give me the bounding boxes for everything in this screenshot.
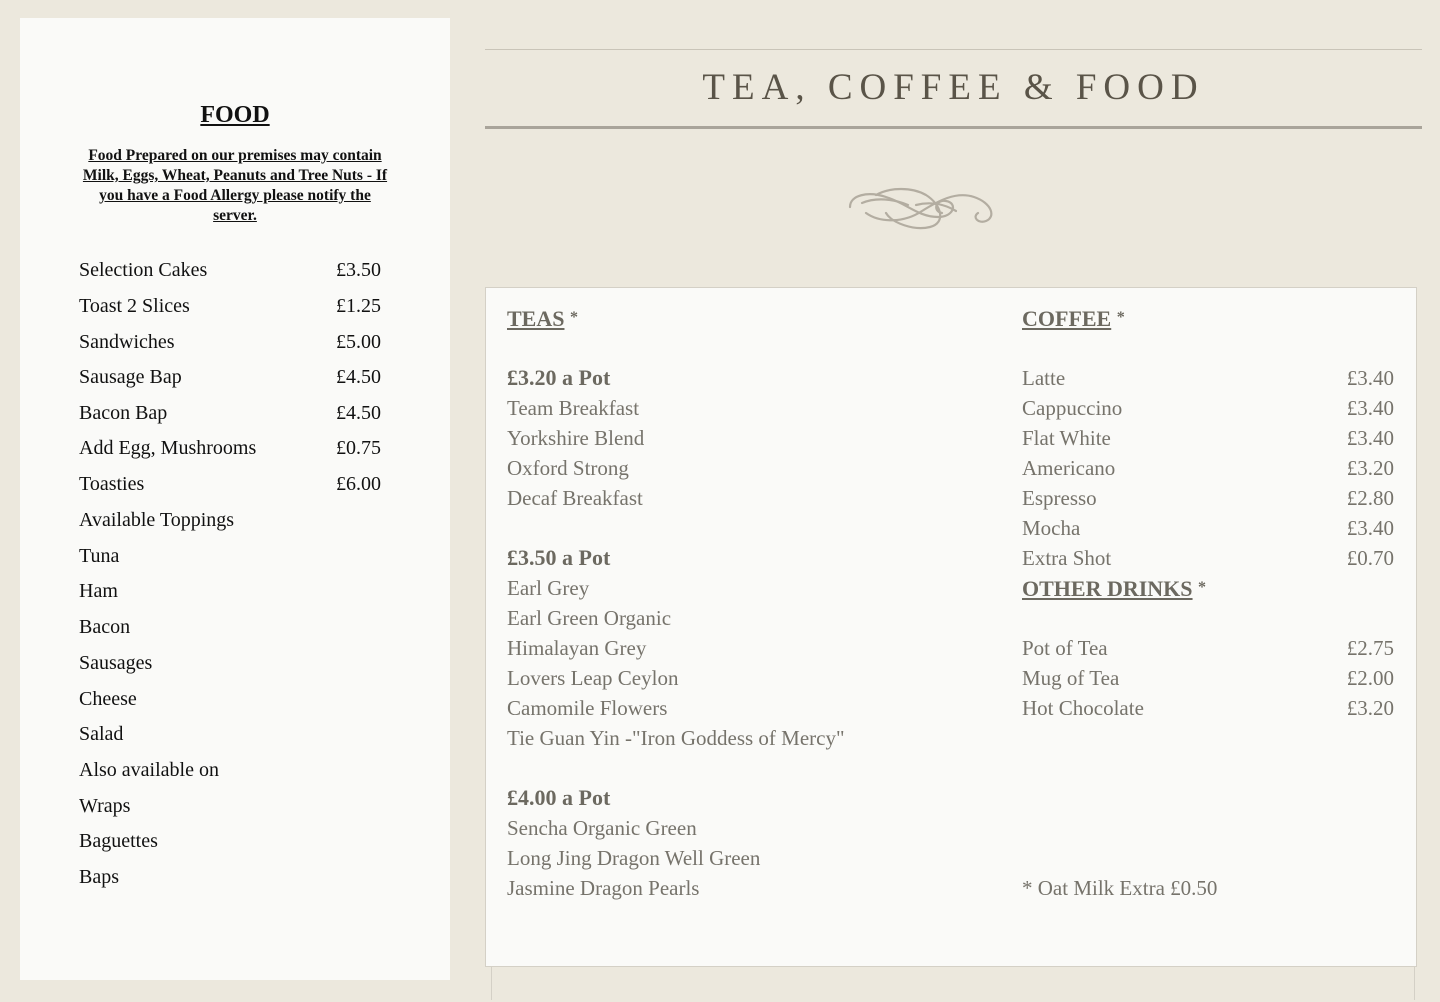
- food-item: Selection Cakes: [79, 259, 208, 281]
- coffee-item: Latte: [1022, 366, 1066, 390]
- tea-item: Tie Guan Yin -"Iron Goddess of Mercy": [507, 726, 845, 750]
- tea-item: Yorkshire Blend: [507, 426, 645, 450]
- food-item: Tuna: [79, 545, 120, 567]
- food-price: £6.00: [336, 473, 381, 495]
- tea-item: Himalayan Grey: [507, 636, 647, 660]
- other-drink-item: Pot of Tea: [1022, 636, 1108, 660]
- coffee-item: Flat White: [1022, 426, 1111, 450]
- food-item: Also available on: [79, 759, 219, 781]
- tea-item: Jasmine Dragon Pearls: [507, 876, 700, 900]
- tea-item: Earl Grey: [507, 576, 590, 600]
- tea-item: Earl Green Organic: [507, 606, 672, 630]
- food-item: Cheese: [79, 688, 137, 710]
- coffee-price: £3.40: [1346, 396, 1394, 420]
- food-item: Sandwiches: [79, 331, 175, 353]
- teas-heading: [507, 303, 578, 333]
- tea-item: Decaf Breakfast: [507, 486, 643, 510]
- header-rule-top: [485, 49, 1422, 50]
- tea-item: Long Jing Dragon Well Green: [507, 846, 761, 870]
- food-item: Toasties: [79, 473, 145, 495]
- other-drink-price: £3.20: [1346, 696, 1394, 720]
- menu-panel: [485, 287, 1417, 967]
- food-item: Ham: [79, 580, 118, 602]
- coffee-item: Extra Shot: [1022, 546, 1112, 570]
- food-item: Sausages: [79, 652, 153, 674]
- food-item: Sausage Bap: [79, 366, 182, 388]
- tea-price-group-label: £4.00 a Pot: [507, 785, 611, 810]
- food-item: Salad: [79, 723, 124, 745]
- coffee-heading-star: *: [1116, 309, 1125, 326]
- food-panel: [20, 18, 450, 980]
- food-item: Bacon: [79, 616, 131, 638]
- other-drinks-heading: [1022, 573, 1206, 603]
- tea-item: Oxford Strong: [507, 456, 629, 480]
- header-rule-bottom: [485, 126, 1422, 129]
- tea-item: Lovers Leap Ceylon: [507, 666, 679, 690]
- other-drinks-heading-label: OTHER DRINKS: [1022, 576, 1193, 601]
- food-price: £3.50: [336, 259, 381, 281]
- coffee-price: £3.40: [1346, 516, 1394, 540]
- tea-price-group-label: £3.20 a Pot: [507, 365, 611, 390]
- coffee-price: £3.20: [1346, 456, 1394, 480]
- other-drink-price: £2.75: [1346, 636, 1394, 660]
- oat-milk-footnote: * Oat Milk Extra £0.50: [1022, 876, 1218, 900]
- food-item: Wraps: [79, 795, 131, 817]
- coffee-price: £3.40: [1346, 426, 1394, 450]
- coffee-item: Mocha: [1022, 516, 1081, 540]
- allergy-notice: Food Prepared on our premises may contain Milk, Eggs, Wheat, Peanuts and Tree Nuts - If you have a Food Allergy please notify the server.: [82, 147, 388, 224]
- tea-item: Team Breakfast: [507, 396, 640, 420]
- food-item: Toast 2 Slices: [79, 295, 190, 317]
- page-title: TEA, COFFEE & FOOD: [702, 67, 1205, 108]
- coffee-heading-label: COFFEE: [1022, 306, 1112, 331]
- other-drink-item: Mug of Tea: [1022, 666, 1120, 690]
- ornamental-flourish-icon: [846, 183, 1002, 235]
- tea-item: Sencha Organic Green: [507, 816, 697, 840]
- food-price: £5.00: [336, 331, 381, 353]
- food-item: Bacon Bap: [79, 402, 168, 424]
- tea-price-group-label: £3.50 a Pot: [507, 545, 611, 570]
- food-item: Available Toppings: [79, 509, 235, 531]
- tea-item: Camomile Flowers: [507, 696, 668, 720]
- food-price: £0.75: [336, 437, 381, 459]
- food-price: £4.50: [336, 402, 381, 424]
- teas-heading-star: *: [569, 309, 578, 326]
- coffee-price: £3.40: [1346, 366, 1394, 390]
- coffee-heading: [1022, 303, 1125, 333]
- coffee-item: Cappuccino: [1022, 396, 1123, 420]
- menu-panel-lower-frame: [491, 966, 1415, 1000]
- other-drink-price: £2.00: [1346, 666, 1394, 690]
- food-item: Baguettes: [79, 830, 158, 852]
- food-title: FOOD: [200, 102, 270, 128]
- food-price: £1.25: [336, 295, 381, 317]
- other-drinks-heading-star: *: [1198, 579, 1207, 596]
- other-drink-item: Hot Chocolate: [1022, 696, 1144, 720]
- teas-heading-label: TEAS: [507, 306, 565, 331]
- coffee-item: Espresso: [1022, 486, 1097, 510]
- food-item: Baps: [79, 866, 119, 888]
- food-price: £4.50: [336, 366, 381, 388]
- coffee-price: £0.70: [1346, 546, 1394, 570]
- food-item: Add Egg, Mushrooms: [79, 437, 257, 459]
- coffee-item: Americano: [1022, 456, 1116, 480]
- coffee-price: £2.80: [1346, 486, 1394, 510]
